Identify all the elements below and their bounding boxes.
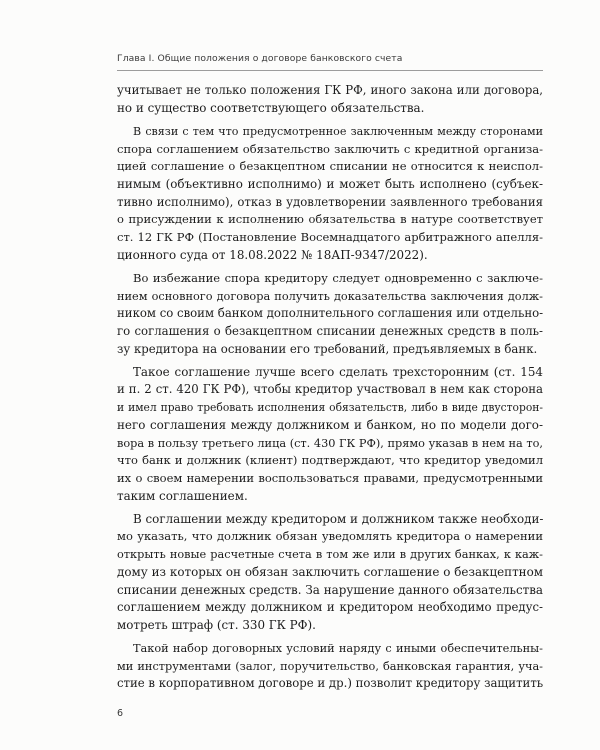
text-line: В связи с тем что предусмотренное заключенным между сторонами bbox=[133, 124, 543, 138]
text-line: мотреть штраф (ст. 330 ГК РФ). bbox=[117, 617, 316, 632]
text-line: спора соглашением обязательство заключить с кредитной организа- bbox=[117, 141, 543, 156]
text-line: и п. 2 ст. 420 ГК РФ), чтобы кредитор участвовал в нем как сторона bbox=[117, 382, 543, 397]
text-line: Такое соглашение лучше всего сделать трехсторонним (ст. 154 bbox=[133, 364, 543, 379]
paragraph bbox=[117, 511, 543, 635]
text-line: дому из которых он обязан заключить соглашение о безакцептном bbox=[117, 564, 543, 579]
text-line: о присуждении к исполнению обязательства в натуре соответствует bbox=[117, 212, 543, 227]
text-line: стие в корпоративном договоре и др.) позволит кредитору защитить bbox=[117, 676, 544, 691]
paragraph bbox=[117, 640, 543, 693]
text-line: вора в пользу третьего лица (ст. 430 ГК РФ), прямо указав в нем на то, bbox=[117, 436, 543, 450]
text-line: него соглашения между должником и банком, но по модели дого- bbox=[117, 417, 543, 432]
header-divider bbox=[117, 70, 543, 71]
text-line: что банк и должник (клиент) подтверждают, что кредитор уведомил bbox=[117, 453, 543, 468]
text-line: нием основного договора получить доказательства заключения долж- bbox=[117, 289, 543, 303]
text-line: ст. 12 ГК РФ (Постановление Восемнадцатого арбитражного апелля- bbox=[117, 230, 543, 245]
text-line: списании денежных средств. За нарушение данного обязательства bbox=[117, 582, 543, 597]
text-line: соглашением между должником и кредитором необходимо предус- bbox=[117, 600, 543, 615]
text-line: ми инструментами (залог, поручительство, банковская гарантия, уча- bbox=[117, 659, 543, 673]
text-line: Такой набор договорных условий наряду с иными обеспечительны- bbox=[133, 642, 543, 656]
text-line: цией соглашение о безакцептном списании не относится к неиспол- bbox=[117, 159, 543, 174]
text-line: нимым (объективно исполнимо) и может быть исполнено (субъек- bbox=[117, 176, 543, 191]
text-line: учитывает не только положения ГК РФ, иного закона или договора, bbox=[117, 83, 543, 97]
text-line: таким соглашением. bbox=[117, 488, 248, 503]
text-line: тивно исполнимо), отказ в удовлетворении заявленного требования bbox=[117, 194, 543, 209]
paragraph bbox=[117, 270, 543, 359]
paragraph bbox=[117, 82, 543, 117]
page-number: 6 bbox=[117, 708, 124, 719]
running-header: Глава I. Общие положения о договоре банковского счета bbox=[117, 53, 403, 64]
text-line: В соглашении между кредитором и должником также необходи- bbox=[133, 511, 544, 526]
text-line: зу кредитора на основании его требований, предъявляемых в банк. bbox=[117, 341, 538, 356]
body-text bbox=[117, 82, 543, 699]
text-line: и имел право требовать исполнения обязательств, либо в виде двусторон- bbox=[117, 401, 543, 415]
text-line: Во избежание спора кредитору следует одновременно с заключе- bbox=[133, 270, 543, 285]
paragraph bbox=[117, 364, 543, 506]
text-line: ционного суда от 18.08.2022 № 18АП-9347/2022). bbox=[117, 247, 428, 262]
text-line: ником со своим банком дополнительного соглашения или отдельно- bbox=[117, 306, 544, 321]
text-line: их о своем намерении воспользоваться правами, предусмотренными bbox=[117, 470, 543, 485]
text-line: мо указать, что должник обязан уведомлять кредитора о намерении bbox=[117, 529, 543, 544]
text-line: го соглашения о безакцептном списании денежных средств в поль- bbox=[117, 323, 543, 338]
paragraph bbox=[117, 123, 543, 265]
text-line: но и существо соответствующего обязательства. bbox=[117, 100, 425, 115]
text-line: открыть новые расчетные счета в том же или в других банках, к каж- bbox=[117, 548, 543, 562]
